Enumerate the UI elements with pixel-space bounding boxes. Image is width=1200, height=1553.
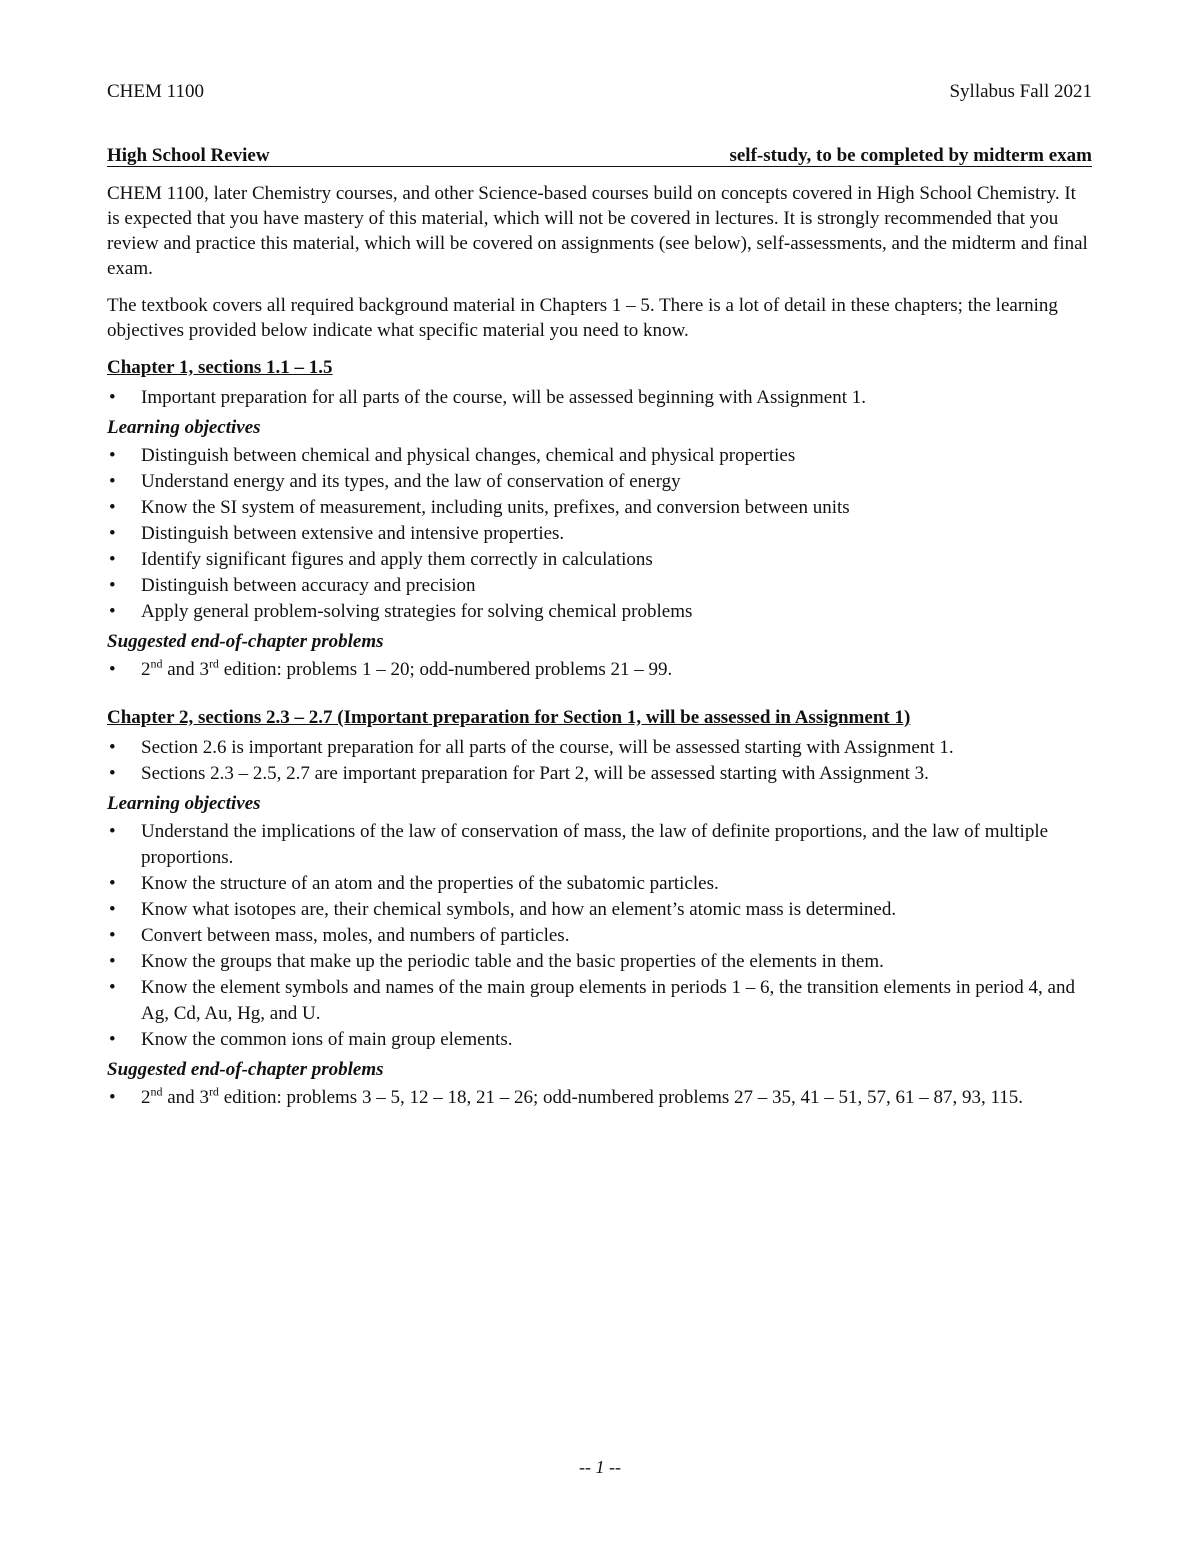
chapter-1-objectives (107, 443, 1092, 625)
footer-suffix: -- (604, 1457, 621, 1477)
edition-number: 3 (199, 659, 209, 680)
list-item: • Understand the implications of the law of conservation of mass, the law of definite proportions, and the law of multiple proportions. (107, 819, 1092, 871)
chapter-1-objectives-label: Learning objectives (107, 417, 261, 438)
page-number: 1 (595, 1457, 605, 1477)
syllabus-term: Syllabus Fall 2021 (949, 81, 1092, 102)
edition-number: 2 (141, 659, 151, 680)
chapter-2-notes (107, 735, 1092, 787)
textbook-paragraph: The textbook covers all required background material in Chapters 1 – 5. There is a lot of detail in these chapters; the learning objectives provided below indicate what specific material you need to know. (107, 295, 1058, 341)
course-code: CHEM 1100 (107, 81, 204, 102)
chapter-2-problems-label: Suggested end-of-chapter problems (107, 1059, 384, 1080)
list-item: • Know the groups that make up the periodic table and the basic properties of the elements in them. (107, 949, 1092, 975)
edition-number: 2 (141, 1087, 151, 1108)
ordinal-suffix: rd (208, 1084, 219, 1099)
list-item: • Know the SI system of measurement, including units, prefixes, and conversion between units (107, 495, 1092, 521)
list-item: • Distinguish between extensive and intensive properties. (107, 521, 1092, 547)
list-item: • Section 2.6 is important preparation for all parts of the course, will be assessed starting with Assignment 1. (107, 735, 1092, 761)
chapter-1-heading: Chapter 1, sections 1.1 – 1.5 (107, 357, 333, 378)
chapter-2-problems (107, 1085, 1092, 1111)
conjunction: and (162, 659, 200, 680)
chapter-1-problems (107, 657, 1092, 683)
list-item: • Distinguish between accuracy and precision (107, 573, 1092, 599)
chapter-2-heading: Chapter 2, sections 2.3 – 2.7 (Important preparation for Section 1, will be assessed in Assignment 1) (107, 707, 911, 728)
footer-prefix: -- (579, 1457, 596, 1477)
section-title (107, 146, 1092, 167)
list-item: • Know the structure of an atom and the properties of the subatomic particles. (107, 871, 1092, 897)
document-body (107, 146, 1092, 1113)
section-title-left: High School Review (107, 145, 270, 166)
chapter-2-objectives (107, 819, 1092, 1053)
list-item: • Sections 2.3 – 2.5, 2.7 are important preparation for Part 2, will be assessed starting with Assignment 3. (107, 761, 1092, 787)
ordinal-suffix: nd (150, 656, 163, 671)
list-item (107, 657, 1092, 683)
list-item: • Know the element symbols and names of the main group elements in periods 1 – 6, the transition elements in period 4, and Ag, Cd, Au, Hg, and U. (107, 975, 1092, 1027)
conjunction: and (162, 1087, 200, 1108)
ordinal-suffix: rd (208, 656, 219, 671)
list-item: • Important preparation for all parts of the course, will be assessed beginning with Assignment 1. (107, 385, 1092, 411)
section-title-right: self-study, to be completed by midterm exam (729, 145, 1092, 166)
chapter-1-problems-label: Suggested end-of-chapter problems (107, 631, 384, 652)
list-item (107, 1085, 1092, 1111)
list-item: • Understand energy and its types, and the law of conservation of energy (107, 469, 1092, 495)
list-item: • Distinguish between chemical and physical changes, chemical and physical properties (107, 443, 1092, 469)
chapter-1-notes (107, 385, 1092, 411)
problem-list: edition: problems 1 – 20; odd-numbered problems 21 – 99. (218, 659, 673, 680)
chapter-2-objectives-label: Learning objectives (107, 793, 261, 814)
list-item: • Know the common ions of main group elements. (107, 1027, 1092, 1053)
page-footer (0, 1455, 1200, 1479)
problem-list: edition: problems 3 – 5, 12 – 18, 21 – 26; odd-numbered problems 27 – 35, 41 – 51, 57, 61 – 87, 93, 115. (218, 1087, 1024, 1108)
edition-number: 3 (199, 1087, 209, 1108)
list-item: • Convert between mass, moles, and numbers of particles. (107, 923, 1092, 949)
list-item: • Identify significant figures and apply them correctly in calculations (107, 547, 1092, 573)
intro-paragraph: CHEM 1100, later Chemistry courses, and other Science-based courses build on concepts covered in High School Chemistry. It is expected that you have mastery of this material, which will not be covered in lectures. It is strongly recommended that you review and practice this material, which will be covered on assignments (see below), self-assessments, and the midterm and final exam. (107, 183, 1088, 279)
list-item: • Know what isotopes are, their chemical symbols, and how an element’s atomic mass is determined. (107, 897, 1092, 923)
page-header (107, 80, 1092, 104)
list-item: • Apply general problem-solving strategies for solving chemical problems (107, 599, 1092, 625)
ordinal-suffix: nd (150, 1084, 163, 1099)
